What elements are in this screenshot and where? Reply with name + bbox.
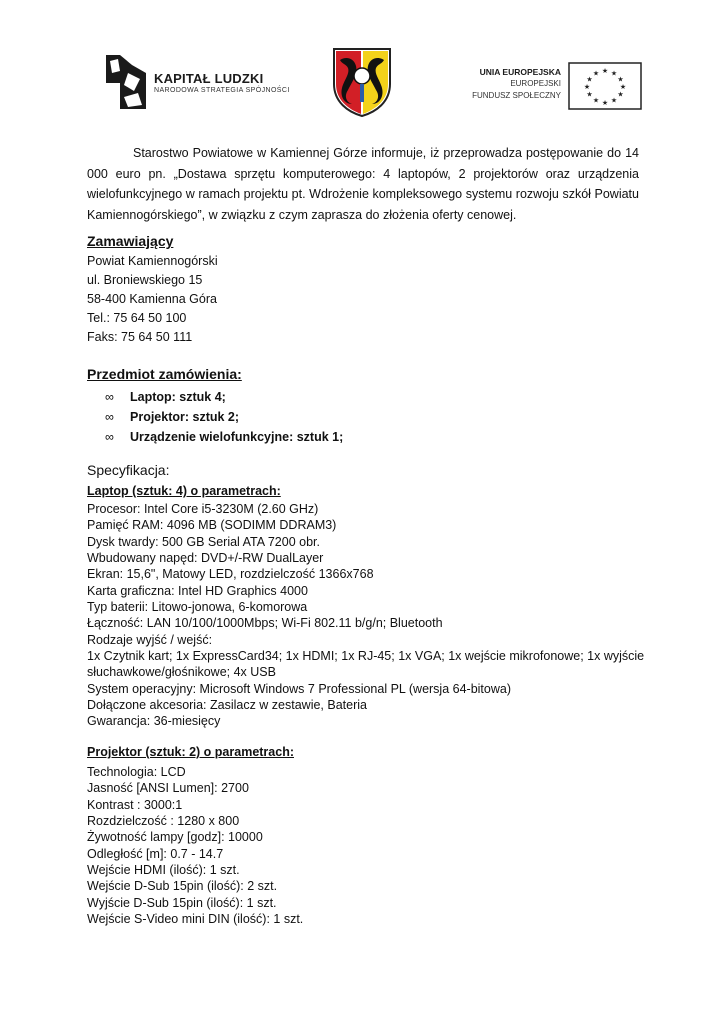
projector-heading: Projektor (sztuk: 2) o parametrach: bbox=[87, 745, 294, 759]
spec-line: słuchawkowe/głośnikowe; 4x USB bbox=[87, 665, 276, 680]
svg-text:★: ★ bbox=[601, 67, 609, 75]
spec-line: Jasność [ANSI Lumen]: 2700 bbox=[87, 781, 249, 796]
coat-of-arms-icon bbox=[330, 46, 394, 118]
spec-line: Łączność: LAN 10/100/1000Mbps; Wi-Fi 802.11 b/g/n; Bluetooth bbox=[87, 616, 443, 631]
list-item bbox=[105, 407, 343, 427]
list-item bbox=[105, 387, 343, 407]
spec-line: Wejście HDMI (ilość): 1 szt. bbox=[87, 863, 240, 878]
svg-text:★: ★ bbox=[601, 99, 609, 107]
spec-line: Kontrast : 3000:1 bbox=[87, 797, 183, 812]
eu-flag-icon bbox=[568, 62, 642, 110]
spec-line: Procesor: Intel Core i5-3230M (2.60 GHz) bbox=[87, 502, 319, 516]
svg-text:★: ★ bbox=[592, 69, 600, 78]
buyer-address bbox=[87, 252, 218, 347]
spec-line: Karta graficzna: Intel HD Graphics 4000 bbox=[87, 583, 308, 598]
svg-text:★: ★ bbox=[592, 96, 600, 105]
laptop-heading: Laptop (sztuk: 4) o parametrach: bbox=[87, 484, 281, 498]
order-heading: Przedmiot zamówienia: bbox=[87, 366, 242, 382]
spec-line: Ekran: 15,6", Matowy LED, rozdzielczość 1366x768 bbox=[87, 567, 374, 582]
bullet-icon: ∞ bbox=[105, 430, 114, 444]
spec-line: System operacyjny: Microsoft Windows 7 Professional PL (wersja 64-bitowa) bbox=[87, 681, 511, 696]
buyer-heading: Zamawiający bbox=[87, 233, 174, 249]
kapital-ludzki-title: KAPITAŁ LUDZKI bbox=[154, 71, 264, 86]
order-item-label: Laptop: sztuk 4; bbox=[130, 390, 226, 404]
svg-text:★: ★ bbox=[583, 83, 591, 91]
spec-line: Wyjście D-Sub 15pin (ilość): 1 szt. bbox=[87, 895, 277, 910]
eu-fund-logo bbox=[464, 62, 644, 112]
spec-line: Rodzaje wyjść / wejść: bbox=[87, 632, 213, 647]
buyer-line: Tel.: 75 64 50 100 bbox=[87, 311, 187, 325]
intro-paragraph bbox=[87, 143, 639, 225]
spec-line: Wbudowany napęd: DVD+/-RW DualLayer bbox=[87, 551, 324, 566]
list-item bbox=[105, 427, 343, 447]
svg-text:★: ★ bbox=[586, 75, 593, 84]
spec-line: Dysk twardy: 500 GB Serial ATA 7200 obr. bbox=[87, 534, 320, 549]
order-item-label: Urządzenie wielofunkcyjne: sztuk 1; bbox=[130, 430, 344, 444]
eu-european-label: EUROPEJSKI bbox=[510, 79, 561, 88]
spec-line: Dołączone akcesoria: Zasilacz w zestawie, Bateria bbox=[87, 698, 367, 713]
spec-line: Typ baterii: Litowo-jonowa, 6-komorowa bbox=[87, 600, 308, 615]
buyer-line: Faks: 75 64 50 111 bbox=[87, 330, 193, 344]
buyer-line: Powiat Kamiennogórski bbox=[87, 254, 218, 268]
svg-text:★: ★ bbox=[610, 69, 618, 78]
order-list bbox=[105, 387, 343, 447]
svg-text:★: ★ bbox=[617, 75, 624, 84]
buyer-line: ul. Broniewskiego 15 bbox=[87, 273, 203, 287]
svg-text:★: ★ bbox=[619, 83, 627, 91]
eu-social-fund-label: FUNDUSZ SPOŁECZNY bbox=[472, 91, 561, 100]
spec-line: 1x Czytnik kart; 1x ExpressCard34; 1x HDMI; 1x RJ-45; 1x VGA; 1x wejście mikrofonowe; 1x wyjście bbox=[87, 649, 645, 664]
svg-text:★: ★ bbox=[610, 96, 618, 105]
spec-line: Odległość [m]: 0.7 - 14.7 bbox=[87, 846, 224, 861]
buyer-line: 58-400 Kamienna Góra bbox=[87, 292, 217, 306]
kapital-ludzki-logo bbox=[104, 53, 304, 113]
spec-heading: Specyfikacja: bbox=[87, 462, 170, 478]
spec-line: Pamięć RAM: 4096 MB (SODIMM DDRAM3) bbox=[87, 518, 337, 533]
kapital-ludzki-emblem-icon bbox=[104, 53, 148, 111]
spec-line: Wejście S-Video mini DIN (ilość): 1 szt. bbox=[87, 912, 304, 927]
svg-text:★: ★ bbox=[586, 90, 593, 99]
projector-spec-list bbox=[87, 764, 647, 927]
kapital-ludzki-subtitle: NARODOWA STRATEGIA SPÓJNOŚCI bbox=[154, 87, 290, 94]
spec-line: Rozdzielczość : 1280 x 800 bbox=[87, 814, 240, 829]
spec-line: Żywotność lampy [godz]: 10000 bbox=[87, 830, 263, 845]
spec-line: Gwarancja: 36-miesięcy bbox=[87, 714, 221, 729]
eu-union-label: UNIA EUROPEJSKA bbox=[479, 67, 561, 77]
intro-text: Starostwo Powiatowe w Kamiennej Górze informuje, iż przeprowadza postępowanie do 14 000 euro pn. „Dostawa sprzętu komputerowego: 4 laptopów, 2 projektorów oraz urządzenia wielofunkcyjnego w ramach projektu pt. Wdrożenie kompleksowego systemu rozwoju szkół Powiatu Kamiennogórskiego”, w związku z czym zaprasza do złożenia oferty cenowej. bbox=[87, 146, 639, 222]
bullet-icon: ∞ bbox=[105, 410, 114, 424]
spec-line: Technologia: LCD bbox=[87, 765, 186, 779]
spec-line: Wejście D-Sub 15pin (ilość): 2 szt. bbox=[87, 879, 278, 894]
bullet-icon: ∞ bbox=[105, 390, 114, 404]
svg-text:★: ★ bbox=[617, 90, 624, 99]
laptop-spec-list bbox=[87, 501, 647, 730]
order-item-label: Projektor: sztuk 2; bbox=[130, 410, 240, 424]
